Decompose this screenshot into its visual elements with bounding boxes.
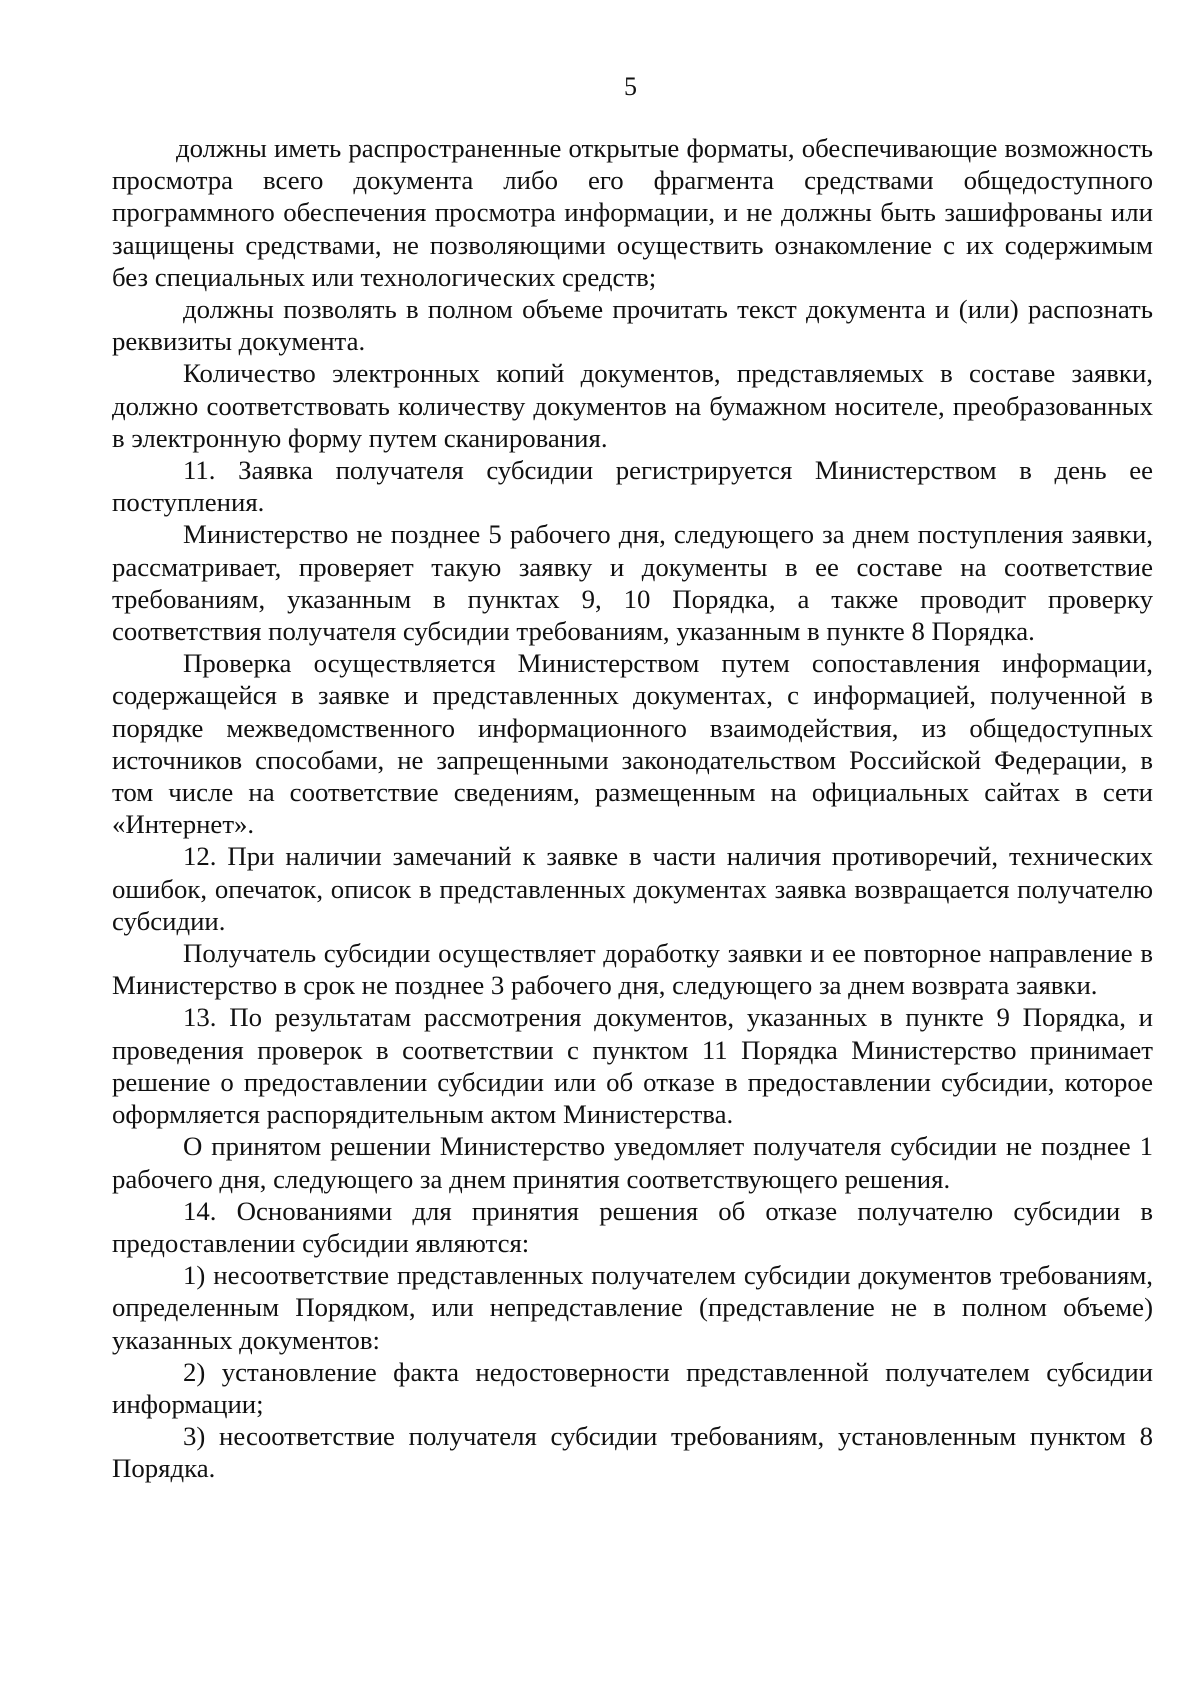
- paragraph-ground-1: 1) несоответствие представленных получателем субсидии документов требованиям, определенным Порядком, или непредставление (представление не в полном объеме) указанных документов:: [112, 1260, 1153, 1355]
- paragraph-item-14: 14. Основаниями для принятия решения об отказе получателю субсидии в предоставлении субсидии являются:: [112, 1195, 1153, 1258]
- paragraph-electronic-copies: Количество электронных копий документов, представляемых в составе заявки, должно соответствовать количеству документов на бумажном носителе, преобразованных в электронную форму путем сканирования.: [112, 358, 1153, 453]
- paragraph-verification: Проверка осуществляется Министерством путем сопоставления информации, содержащейся в заявке и представленных документах, с информацией, полученной в порядке межведомственного информационного взаимодействия, из общедоступных источников способами, не запрещенными законодательством Российской Федерации, в том числе на соответствие сведениям, размещенным на официальных сайтах в сети «Интернет».: [112, 648, 1153, 840]
- paragraph-item-13: 13. По результатам рассмотрения документов, указанных в пункте 9 Порядка, и проведения проверок в соответствии с пунктом 11 Порядка Министерство принимает решение о предоставлении субсидии или об отказе в предоставлении субсидии, которое оформляется распорядительным актом Министерства.: [112, 1002, 1153, 1130]
- paragraph-ground-3: 3) несоответствие получателя субсидии требованиям, установленным пунктом 8 Порядка.: [112, 1421, 1153, 1484]
- paragraph-notification: О принятом решении Министерство уведомляет получателя субсидии не позднее 1 рабочего дня, следующего за днем принятия соответствующего решения.: [112, 1131, 1153, 1194]
- paragraph-item-11: 11. Заявка получателя субсидии регистрируется Министерством в день ее поступления.: [112, 455, 1153, 518]
- paragraph-ministry-review: Министерство не позднее 5 рабочего дня, следующего за днем поступления заявки, рассматривает, проверяет такую заявку и документы в ее составе на соответствие требованиям, указанным в пунктах 9, 10 Порядка, а также проводит проверку соответствия получателя субсидии требованиям, указанным в пункте 8 Порядка.: [112, 519, 1153, 647]
- paragraph-rework: Получатель субсидии осуществляет доработку заявки и ее повторное направление в Министерство в срок не позднее 3 рабочего дня, следующего за днем возврата заявки.: [112, 938, 1153, 1001]
- paragraph-formats-requirement: должны иметь распространенные открытые форматы, обеспечивающие возможность просмотра всего документа либо его фрагмента средствами общедоступного программного обеспечения просмотра информации, и не должны быть зашифрованы или защищены средствами, не позволяющими осуществить ознакомление с их содержимым без специальных или технологических средств;: [112, 133, 1153, 292]
- paragraph-item-12: 12. При наличии замечаний к заявке в части наличия противоречий, технических ошибок, опечаток, описок в представленных документах заявка возвращается получателю субсидии.: [112, 841, 1153, 936]
- paragraph-readability-requirement: должны позволять в полном объеме прочитать текст документа и (или) распознать реквизиты документа.: [112, 294, 1153, 357]
- document-body: [112, 132, 1153, 1485]
- paragraph-ground-2: 2) установление факта недостоверности представленной получателем субсидии информации;: [112, 1356, 1153, 1419]
- page-number: 5: [624, 72, 637, 101]
